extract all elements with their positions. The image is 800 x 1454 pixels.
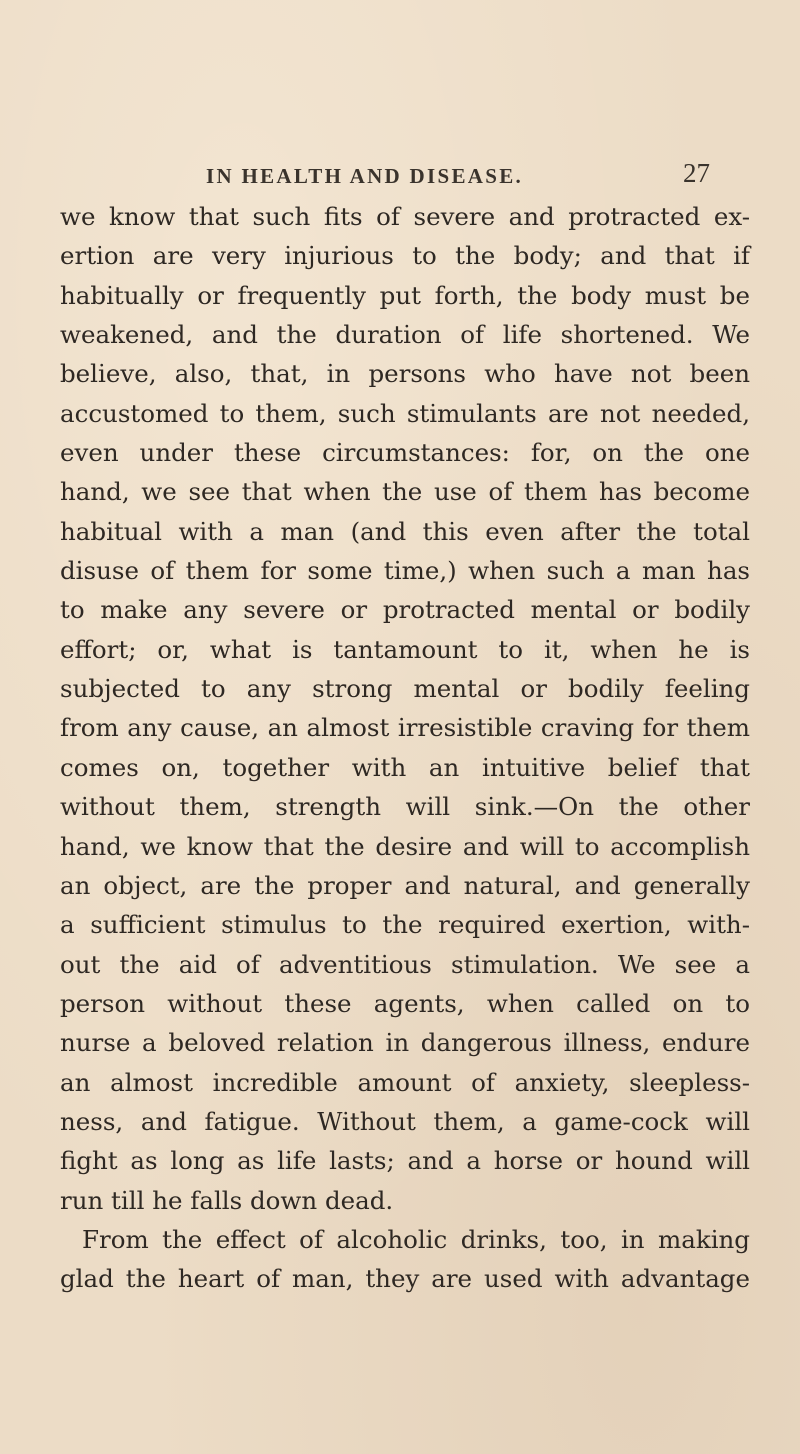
- text-line: out the aid of adventitious stimulation. We see a: [60, 949, 750, 979]
- text-line: weakened, and the duration of life shortened. We: [60, 320, 750, 350]
- text-line: nurse a beloved relation in dangerous illness, endure: [60, 1028, 750, 1058]
- text-line: we know that such fits of severe and protracted ex-: [60, 202, 750, 231]
- text-line: disuse of them for some time,) when such a man has: [60, 556, 750, 586]
- text-line: even under these circumstances: for, on the one: [60, 438, 750, 468]
- text-line: an object, are the proper and natural, and generally: [60, 870, 750, 900]
- text-line: from any cause, an almost irresistible craving for them: [60, 713, 750, 743]
- text-line: habitually or frequently put forth, the body must be: [60, 280, 750, 310]
- text-line: a sufficient stimulus to the required exertion, with-: [60, 910, 750, 940]
- text-line: to make any severe or protracted mental or bodily: [60, 595, 750, 625]
- text-line: ness, and fatigue. Without them, a game-cock will: [60, 1106, 750, 1136]
- text-line: glad the heart of man, they are used with advantage: [60, 1264, 750, 1294]
- text-line: person without these agents, when called on to: [60, 988, 750, 1018]
- text-line: subjected to any strong mental or bodily feeling: [60, 674, 750, 704]
- running-title: IN HEALTH AND DISEASE.: [206, 164, 524, 188]
- running-head: [0, 158, 800, 194]
- text-line: fight as long as life lasts; and a horse or hound will: [60, 1146, 750, 1176]
- text-line: hand, we know that the desire and will to accomplish: [60, 831, 750, 861]
- text-line: an almost incredible amount of anxiety, sleepless-: [60, 1067, 750, 1097]
- text-line: run till he falls down dead.: [60, 1185, 394, 1215]
- text-line: habitual with a man (and this even after the total: [60, 516, 750, 546]
- text-line: accustomed to them, such stimulants are not needed,: [60, 398, 750, 428]
- text-line: From the effect of alcoholic drinks, too, in making: [82, 1224, 750, 1254]
- body-text: [60, 197, 750, 1299]
- text-line: hand, we see that when the use of them has become: [60, 477, 750, 507]
- text-line: without them, strength will sink.—On the other: [60, 792, 750, 822]
- page-number: 27: [683, 158, 710, 188]
- text-line: believe, also, that, in persons who have not been: [60, 359, 750, 389]
- text-line: ertion are very injurious to the body; and that if: [60, 241, 750, 271]
- text-line: effort; or, what is tantamount to it, when he is: [60, 634, 750, 664]
- text-line: comes on, together with an intuitive belief that: [60, 752, 750, 782]
